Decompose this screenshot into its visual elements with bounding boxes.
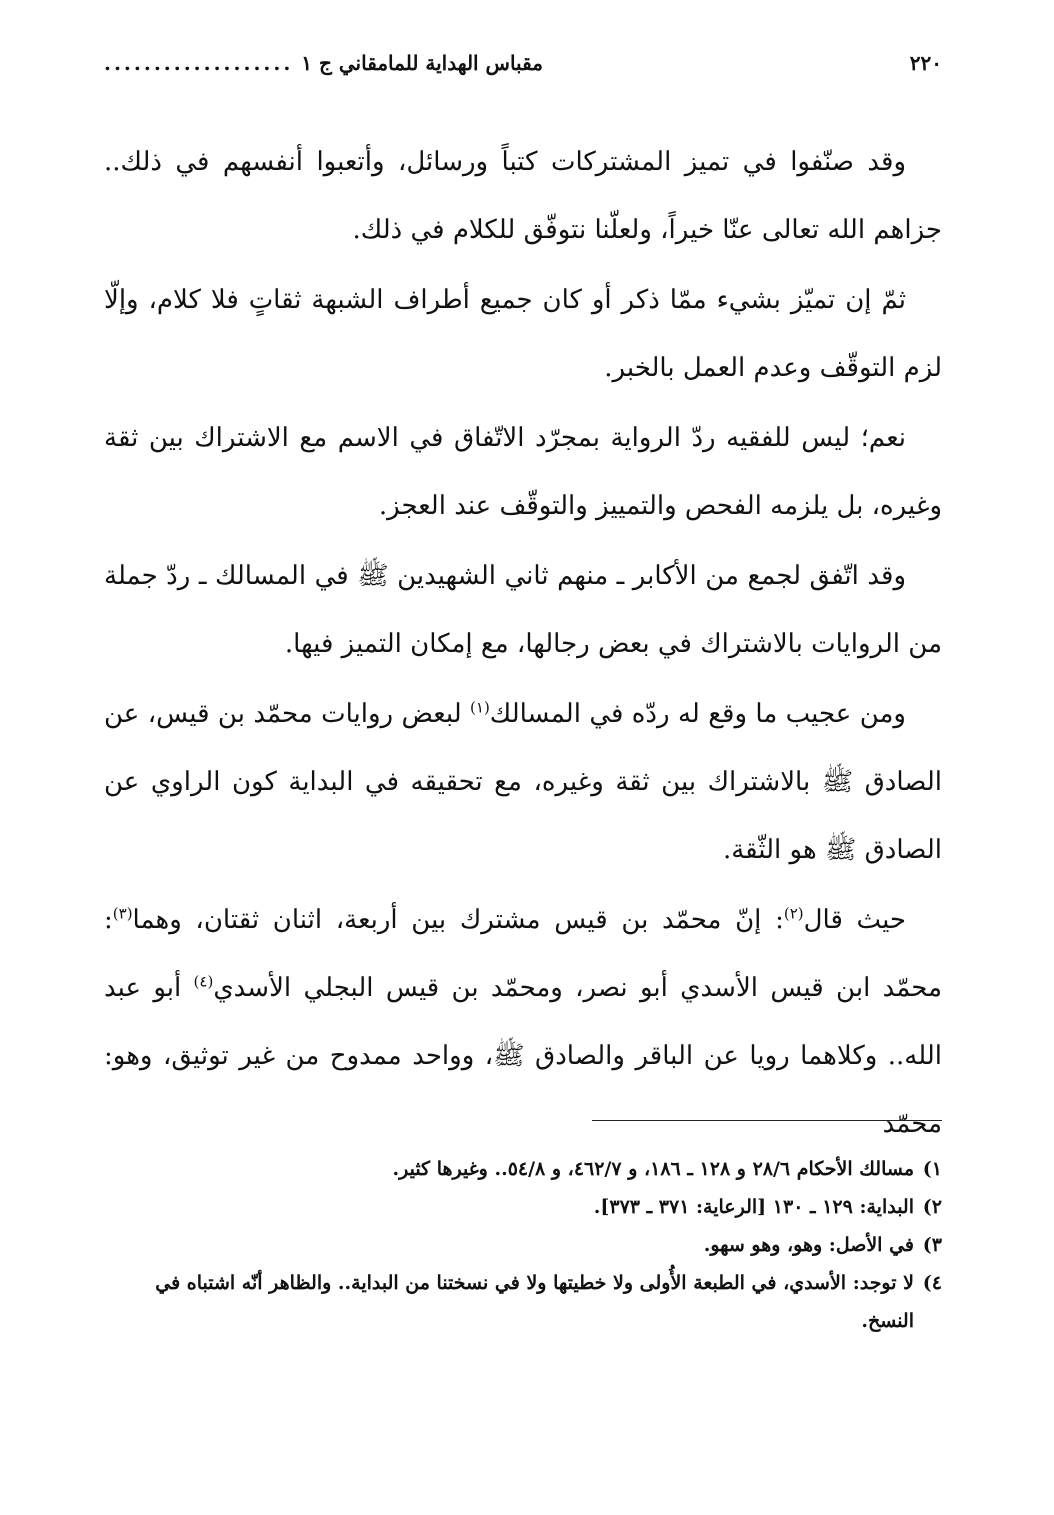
footnote-ref-1[interactable]: (١) [470,698,490,717]
footnotes [104,1150,942,1340]
paragraph-6-part-c: : محمّد ابن قيس الأسدي أبو نصر، ومحمّد بن قيس البجلي الأسدي [104,905,942,1003]
footnote-number: ٢) [922,1196,942,1218]
paragraph-1: وقد صنّفوا في تميز المشتركات كتباً ورسائل، وأتعبوا أنفسهم في ذلك.. جزاهم الله تعالى عنّا خيراً، ولعلّنا نتوفّق للكلام في ذلك. [104,147,942,245]
footnote-text: في الأصل: وهو، وهو سهو. [703,1234,914,1256]
footnote-1 [104,1150,942,1188]
page-number: ٢٢٠ [909,51,942,75]
paragraph-5-part-a: ومن عجيب ما وقع له ردّه في المسالك [489,699,906,729]
footnote-ref-3[interactable]: (٣) [112,904,133,923]
footnote-number: ١) [922,1158,942,1180]
footnote-text: مسالك الأحكام ٢٨/٦ و ١٢٨ ـ ١٨٦، و ٤٦٢/٧، و ٥٤/٨.. وغيرها كثير. [392,1158,914,1180]
paragraph-5 [104,680,942,884]
paragraph-6 [104,886,942,1158]
paragraph-6-part-d: أبو عبد الله.. وكلاهما رويا عن الباقر والصادق ﷺ، وواحد ممدوح من غير توثيق، وهو: محمّد [104,973,942,1139]
footnote-text: لا توجد: الأسدي، في الطبعة الأُولى ولا خطيتها ولا في نسختنا من البداية.. والظاهر أنّه اشتباه في النسخ. [155,1272,914,1332]
main-text [104,128,942,1158]
footnote-4 [104,1264,942,1340]
footnote-text: البداية: ١٢٩ ـ ١٣٠ [الرعاية: ٣٧١ ـ ٣٧٣]. [593,1196,914,1218]
footnote-number: ٣) [922,1234,942,1256]
footnote-number: ٤) [922,1272,942,1294]
footnote-separator [592,1120,942,1121]
running-title: مقباس الهداية للمامقاني ج ١ [301,51,543,75]
paragraph-3: نعم؛ ليس للفقيه ردّ الرواية بمجرّد الاتّفاق في الاسم مع الاشتراك بين ثقة وغيره، بل يلزمه الفحص والتمييز والتوقّف عند العجز. [104,423,942,521]
paragraph-2: ثمّ إن تميّز بشيء ممّا ذكر أو كان جميع أطراف الشبهة ثقاتٍ فلا كلام، وإلّا لزم التوقّف وعدم العمل بالخبر. [104,285,942,383]
footnote-2 [104,1188,942,1226]
footnote-ref-4[interactable]: (٤) [193,972,214,991]
paragraph-6-part-a: حيث قال [803,905,906,935]
page-header [104,48,942,78]
paragraph-4: وقد اتّفق لجمع من الأكابر ـ منهم ثاني الشهيدين ﷺ في المسالك ـ ردّ جملة من الروايات بالاشتراك في بعض رجالها، مع إمكان التميز فيها. [104,561,942,659]
footnote-3 [104,1226,942,1264]
paragraph-5-part-b: لبعض روايات محمّد بن قيس، عن الصادق ﷺ بالاشتراك بين ثقة وغيره، مع تحقيقه في البداية كون الراوي عن الصادق ﷺ هو الثّقة. [104,699,942,865]
paragraph-6-part-b: : إنّ محمّد بن قيس مشترك بين أربعة، اثنان ثقتان، وهما [132,905,784,935]
footnote-ref-2[interactable]: (٢) [783,904,804,923]
running-title-group [104,51,543,75]
header-dots: ................... [104,51,294,75]
